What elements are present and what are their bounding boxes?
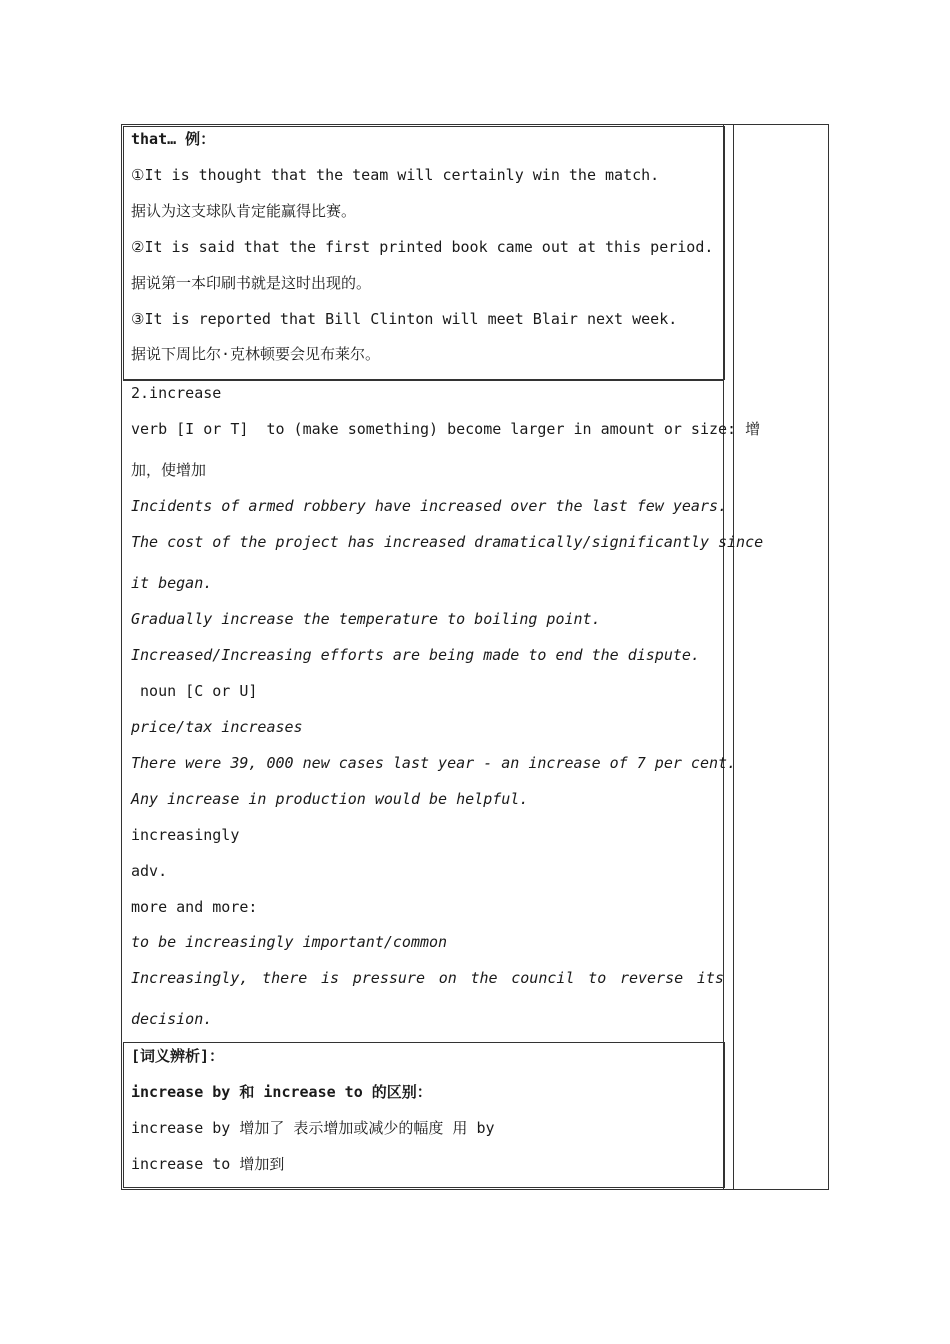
word: Increasingly, bbox=[131, 969, 249, 987]
word-title-increase: 2.increase bbox=[131, 384, 222, 402]
noun-label: noun [C or U] bbox=[131, 682, 258, 700]
word: reverse bbox=[619, 969, 684, 987]
word: council bbox=[511, 969, 575, 987]
distinction-line-by: increase by 增加了 表示增加或减少的幅度 用 by bbox=[131, 1119, 495, 1137]
example-1-chinese: 据认为这支球队肯定能赢得比赛。 bbox=[131, 202, 357, 220]
adverb-label: adv. bbox=[131, 862, 168, 880]
word: on bbox=[438, 969, 457, 987]
section-divider-1 bbox=[123, 380, 724, 381]
example-3-chinese: 据说下周比尔·克林顿要会见布莱尔。 bbox=[131, 345, 381, 363]
adverb-definition: more and more: bbox=[131, 898, 258, 916]
word: to bbox=[588, 969, 607, 987]
adverb-example-2-line2: decision. bbox=[131, 1010, 213, 1028]
right-column-divider bbox=[733, 124, 734, 1190]
adverb-word: increasingly bbox=[131, 826, 240, 844]
distinction-heading: [词义辨析]： bbox=[131, 1047, 225, 1065]
distinction-subheading: increase by 和 increase to 的区别： bbox=[131, 1083, 432, 1101]
noun-example-1: price/tax increases bbox=[131, 718, 303, 736]
verb-example-4: Increased/Increasing efforts are being made to end the dispute. bbox=[131, 646, 700, 664]
verb-example-2-line1: The cost of the project has increased dramatically/significantly since bbox=[131, 533, 764, 551]
distinction-line-to: increase to 增加到 bbox=[131, 1155, 285, 1173]
word: the bbox=[470, 969, 498, 987]
word: is bbox=[320, 969, 340, 987]
verb-definition-line2: 加，使增加 bbox=[131, 461, 207, 479]
verb-example-1: Incidents of armed robbery have increased over the last few years. bbox=[131, 497, 728, 515]
verb-example-3: Gradually increase the temperature to boiling point. bbox=[131, 610, 601, 628]
verb-definition-line1: verb [I or T] to (make something) become larger in amount or size: 增 bbox=[131, 420, 761, 438]
example-1-english: ①It is thought that the team will certainly win the match. bbox=[131, 166, 660, 184]
noun-example-3: Any increase in production would be helpful. bbox=[131, 790, 529, 808]
word: pressure bbox=[352, 969, 425, 987]
section1-heading: that… 例： bbox=[131, 130, 216, 148]
example-2-english: ②It is said that the first printed book came out at this period. bbox=[131, 238, 714, 256]
adverb-example-1: to be increasingly important/common bbox=[131, 933, 448, 951]
example-2-chinese: 据说第一本印刷书就是这时出现的。 bbox=[131, 274, 372, 292]
adverb-example-2-line1 bbox=[131, 968, 724, 988]
word: there bbox=[262, 969, 308, 987]
example-3-english: ③It is reported that Bill Clinton will meet Blair next week. bbox=[131, 310, 678, 328]
verb-example-2-line2: it began. bbox=[131, 574, 213, 592]
word: its bbox=[696, 969, 724, 987]
noun-example-2: There were 39, 000 new cases last year - an increase of 7 per cent. bbox=[131, 754, 737, 772]
